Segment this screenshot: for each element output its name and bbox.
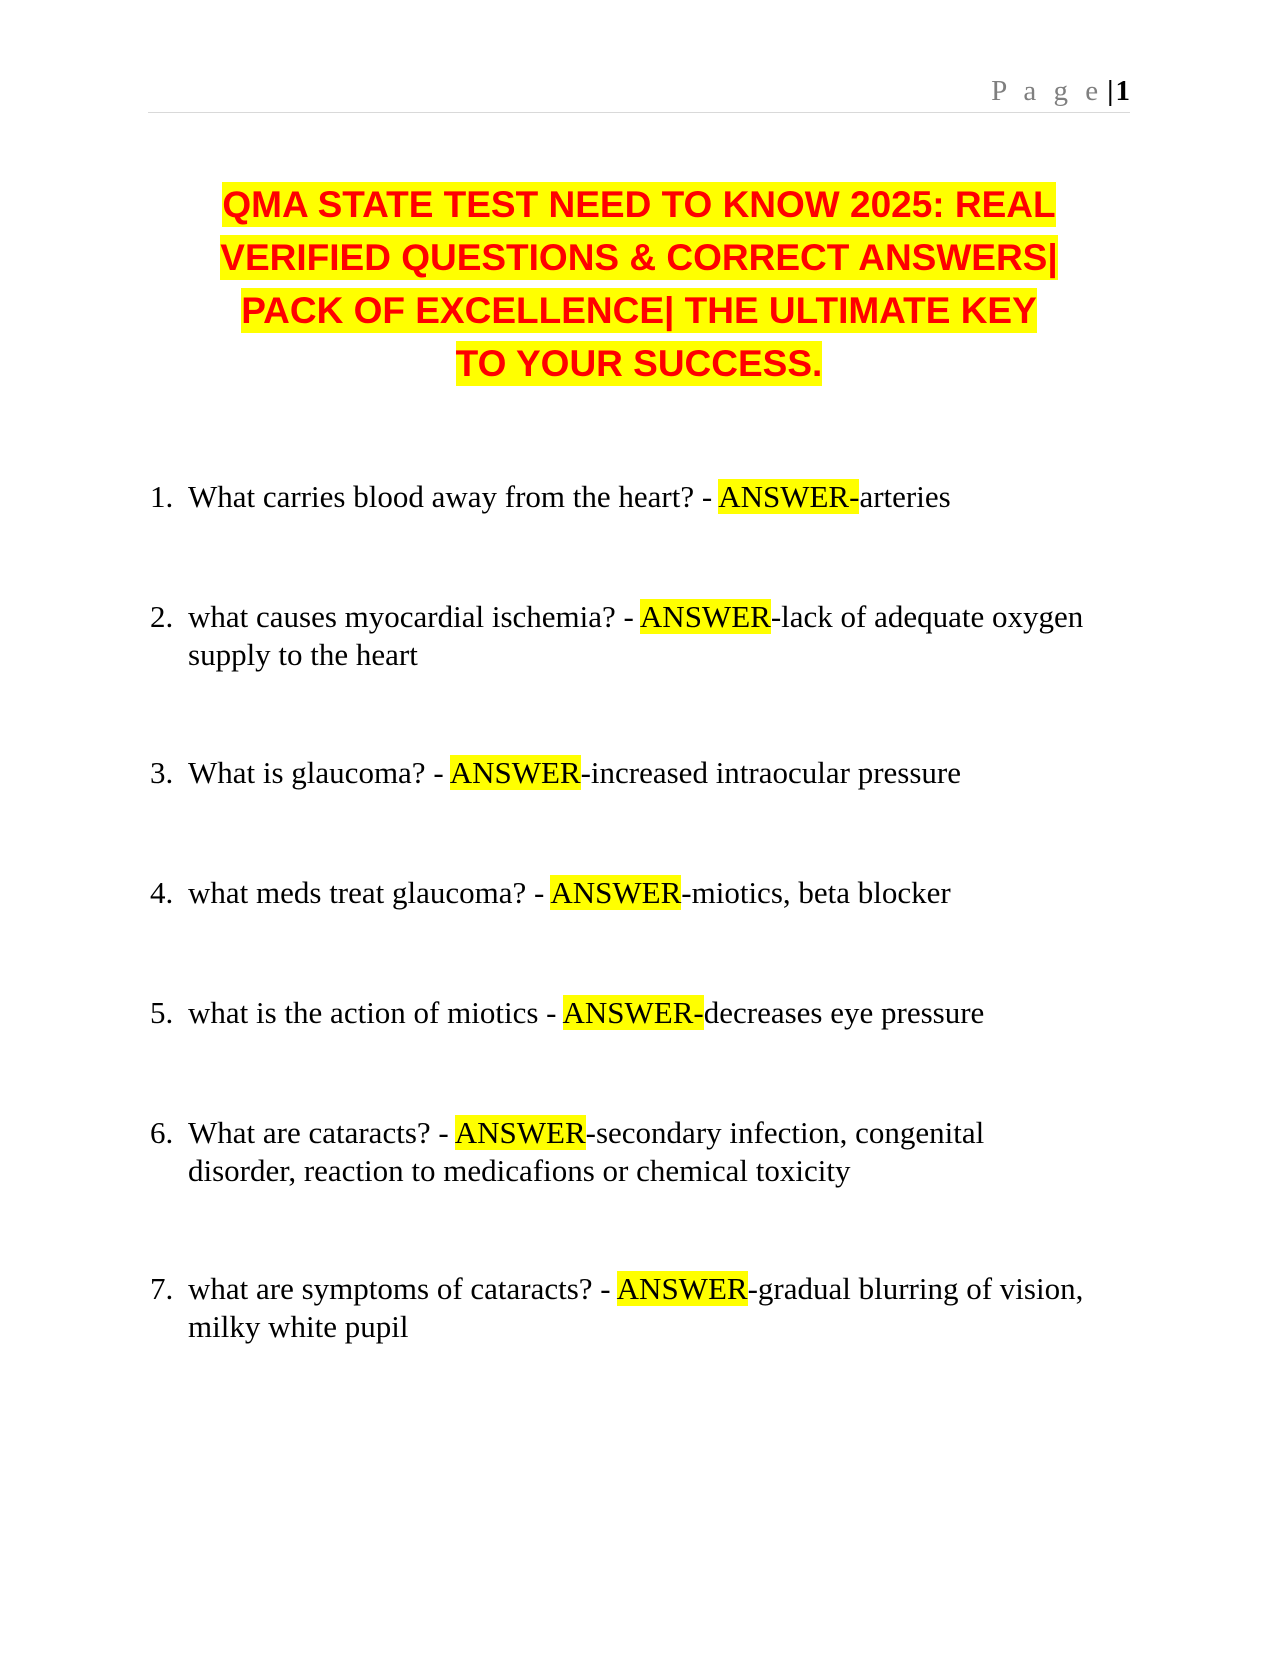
answer-text: decreases eye pressure	[703, 995, 985, 1030]
answer-text: -secondary infection, congenital disorder, reaction to medicafions or chemical toxicity	[188, 1115, 985, 1188]
answer-text: -gradual blurring of vision, milky white pupil	[188, 1271, 1084, 1344]
title-line: QMA STATE TEST NEED TO KNOW 2025: REAL	[222, 184, 1056, 225]
answer-tag: ANSWER-	[562, 995, 704, 1030]
question-item	[148, 478, 1088, 516]
answer-text: -miotics, beta blocker	[681, 875, 951, 910]
title-line: TO YOUR SUCCESS.	[455, 343, 823, 384]
question-number: 6.	[150, 1115, 174, 1150]
question-number: 1.	[150, 479, 174, 514]
question-text: what is the action of miotics -	[188, 995, 563, 1030]
answer-text: arteries	[859, 479, 951, 514]
answer-text: -lack of adequate oxygen supply to the heart	[188, 599, 1084, 672]
question-item	[148, 874, 1088, 912]
page-header	[148, 70, 1130, 113]
question-number: 7.	[150, 1271, 174, 1306]
question-text: What is glaucoma? -	[188, 755, 450, 790]
page-number: 1	[1115, 75, 1130, 107]
question-text: What are cataracts? -	[188, 1115, 455, 1150]
question-text: what causes myocardial ischemia? -	[188, 599, 640, 634]
page-separator: |	[1107, 75, 1114, 107]
question-number: 5.	[150, 995, 174, 1030]
question-number: 3.	[150, 755, 174, 790]
question-text: what are symptoms of cataracts? -	[188, 1271, 617, 1306]
question-text: what meds treat glaucoma? -	[188, 875, 551, 910]
question-text: What carries blood away from the heart? -	[188, 479, 719, 514]
document-title	[148, 178, 1130, 390]
question-item	[148, 1114, 1088, 1190]
answer-tag: ANSWER	[449, 755, 581, 790]
answer-text: -increased intraocular pressure	[580, 755, 961, 790]
question-item	[148, 994, 1088, 1032]
question-number: 2.	[150, 599, 174, 634]
answer-tag: ANSWER	[550, 875, 682, 910]
answer-tag: ANSWER	[616, 1271, 748, 1306]
title-line: VERIFIED QUESTIONS & CORRECT ANSWERS|	[220, 237, 1058, 278]
question-item	[148, 598, 1088, 674]
question-item	[148, 1270, 1088, 1346]
title-line: PACK OF EXCELLENCE| THE ULTIMATE KEY	[241, 290, 1037, 331]
question-number: 4.	[150, 875, 174, 910]
answer-tag: ANSWER	[639, 599, 771, 634]
answer-tag: ANSWER-	[718, 479, 860, 514]
page-number-label	[991, 74, 1130, 108]
question-item	[148, 754, 1088, 792]
page-word: P a g e	[991, 75, 1104, 107]
answer-tag: ANSWER	[454, 1115, 586, 1150]
